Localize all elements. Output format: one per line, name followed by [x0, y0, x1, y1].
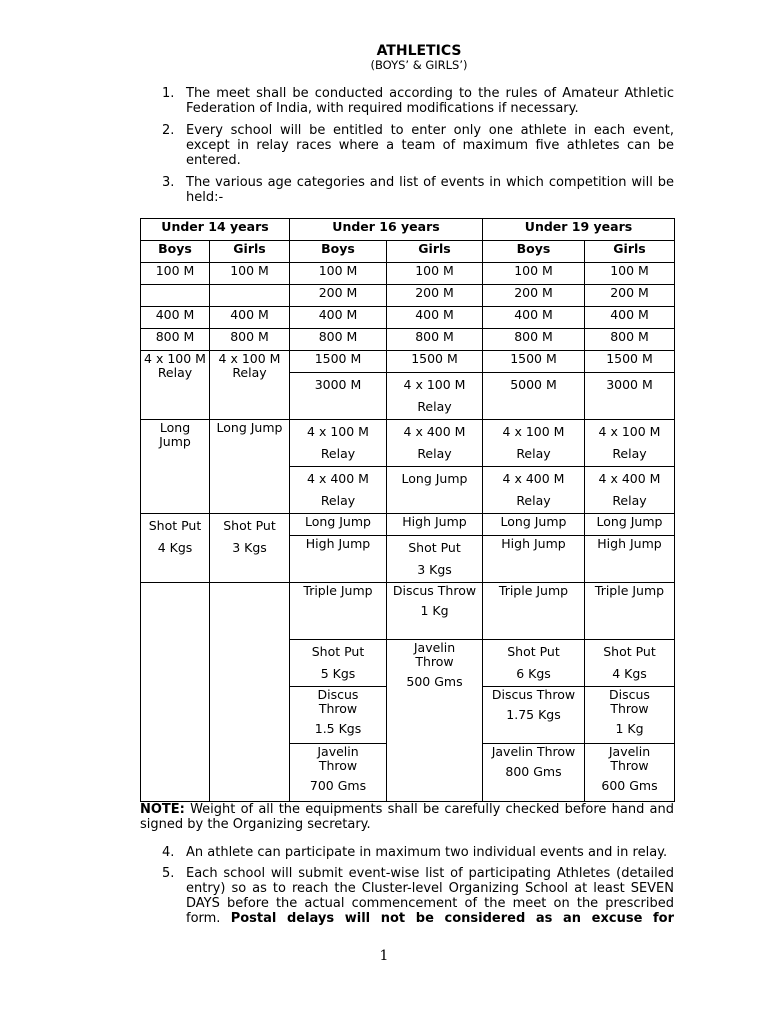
- table-cell: High Jump: [290, 536, 387, 583]
- rule-number: 5.: [162, 866, 175, 881]
- event-name: 4 x 400 M: [502, 471, 565, 486]
- note-text: Weight of all the equipments shall be carefully checked before hand and signed by the Organizing secretary.: [140, 802, 674, 832]
- table-cell: 200 M: [387, 285, 483, 307]
- age-group-header-row: [141, 219, 675, 241]
- table-cell: [290, 744, 387, 802]
- rule-number: 3.: [162, 175, 175, 190]
- table-cell: 100 M: [387, 263, 483, 285]
- table-cell: Long Jump: [387, 467, 483, 514]
- age-group-header: Under 14 years: [141, 219, 290, 241]
- gender-header: Girls: [387, 241, 483, 263]
- event-name: Discus Throw: [491, 687, 576, 702]
- table-cell: Long Jump: [210, 420, 290, 514]
- table-cell: 1500 M: [387, 351, 483, 373]
- gender-header: Boys: [141, 241, 210, 263]
- table-cell: [387, 536, 483, 583]
- note-paragraph: [140, 802, 674, 832]
- event-name: Javelin Throw: [413, 640, 456, 669]
- event-detail: Relay: [417, 399, 452, 414]
- table-cell: Long Jump: [585, 514, 675, 536]
- table-cell: [387, 640, 483, 802]
- event-detail: Relay: [320, 446, 356, 461]
- rule-number: 4.: [162, 845, 175, 860]
- table-cell: 800 M: [290, 329, 387, 351]
- table-cell: 200 M: [483, 285, 585, 307]
- table-cell: 400 M: [483, 307, 585, 329]
- event-name: Shot Put: [148, 518, 202, 533]
- rule-text: An athlete can participate in maximum two individual events and in relay.: [186, 845, 668, 860]
- events-table: [140, 218, 675, 802]
- event-name: 4 x 100 M: [502, 424, 565, 439]
- event-name: Javelin Throw: [317, 744, 359, 773]
- table-cell: 400 M: [141, 307, 210, 329]
- event-detail: 1 Kg: [615, 721, 644, 736]
- event-detail: 4 Kgs: [612, 666, 647, 681]
- table-cell: High Jump: [483, 536, 585, 583]
- table-row: [141, 583, 675, 640]
- rule-item-1: [162, 86, 674, 116]
- event-name: Javelin Throw: [608, 744, 651, 773]
- table-row: [141, 420, 675, 467]
- table-cell: 1500 M: [585, 351, 675, 373]
- table-cell: [483, 687, 585, 744]
- table-cell: 400 M: [585, 307, 675, 329]
- event-detail: 1.75 Kgs: [506, 707, 561, 722]
- rule-text: Every school will be entitled to enter only one athlete in each event, except in relay races where a team of maximum five athletes can be entered.: [186, 123, 674, 168]
- gender-header: Boys: [483, 241, 585, 263]
- event-name: 4 x 100 M: [598, 424, 661, 439]
- event-detail: Relay: [320, 493, 356, 508]
- table-row: [141, 307, 675, 329]
- event-detail: Relay: [612, 446, 647, 461]
- event-detail: Relay: [516, 446, 551, 461]
- table-cell: [141, 514, 210, 583]
- event-detail: 6 Kgs: [516, 666, 551, 681]
- table-cell: 1500 M: [290, 351, 387, 373]
- table-cell: [210, 285, 290, 307]
- table-cell: 400 M: [290, 307, 387, 329]
- rule-text: The various age categories and list of events in which competition will be held:-: [186, 175, 674, 205]
- table-cell: 200 M: [290, 285, 387, 307]
- table-cell: [141, 285, 210, 307]
- table-cell: 100 M: [141, 263, 210, 285]
- table-row: [141, 351, 675, 373]
- table-cell: [210, 514, 290, 583]
- age-group-header: Under 16 years: [290, 219, 483, 241]
- rule-item-3: [162, 175, 674, 205]
- event-name: Shot Put: [408, 540, 461, 555]
- table-cell: Long Jump: [290, 514, 387, 536]
- event-detail: 3 Kgs: [232, 540, 267, 555]
- rule-item-2: [162, 123, 674, 168]
- rule-item-5: [162, 866, 674, 926]
- table-cell: 200 M: [585, 285, 675, 307]
- table-cell: 4 x 100 M Relay: [141, 351, 210, 420]
- gender-header: Girls: [585, 241, 675, 263]
- table-cell: High Jump: [585, 536, 675, 583]
- table-cell: 100 M: [210, 263, 290, 285]
- event-name: Discus Throw: [609, 687, 650, 716]
- table-cell: 100 M: [585, 263, 675, 285]
- table-cell: 4 x 100 M Relay: [210, 351, 290, 420]
- event-detail: 4 Kgs: [157, 540, 193, 555]
- event-detail: Relay: [612, 493, 647, 508]
- table-cell: Triple Jump: [290, 583, 387, 640]
- gender-header: Boys: [290, 241, 387, 263]
- event-name: Javelin Throw: [491, 744, 576, 759]
- event-detail: 700 Gms: [309, 778, 367, 793]
- table-cell: [387, 420, 483, 467]
- table-cell: 100 M: [483, 263, 585, 285]
- document-title: ATHLETICS: [376, 43, 462, 59]
- age-group-header: Under 19 years: [483, 219, 675, 241]
- table-cell: 800 M: [483, 329, 585, 351]
- event-detail: Relay: [516, 493, 551, 508]
- table-cell: 800 M: [585, 329, 675, 351]
- table-cell: [290, 640, 387, 687]
- table-cell: [585, 744, 675, 802]
- table-cell: Long Jump: [483, 514, 585, 536]
- table-cell: 400 M: [210, 307, 290, 329]
- event-name: 4 x 100 M: [307, 424, 369, 439]
- table-cell: [290, 687, 387, 744]
- table-cell: 3000 M: [290, 373, 387, 420]
- event-detail: 600 Gms: [601, 778, 658, 793]
- gender-header-row: [141, 241, 675, 263]
- table-cell: 1500 M: [483, 351, 585, 373]
- table-cell: [387, 583, 483, 640]
- table-cell: 400 M: [387, 307, 483, 329]
- table-cell: [290, 420, 387, 467]
- rule-item-4: [162, 845, 674, 860]
- event-name: 4 x 400 M: [403, 424, 466, 439]
- table-cell: [483, 744, 585, 802]
- table-cell: High Jump: [387, 514, 483, 536]
- rule-number: 2.: [162, 123, 175, 138]
- table-row: [141, 329, 675, 351]
- rule-text-bold: Postal delays will not be considered as an excuse for: [230, 911, 675, 926]
- event-detail: 800 Gms: [505, 764, 562, 779]
- table-cell: [585, 420, 675, 467]
- table-cell: 3000 M: [585, 373, 675, 420]
- event-name: 4 x 100 M: [403, 377, 466, 392]
- table-cell: Triple Jump: [483, 583, 585, 640]
- rule-text-main: Each school will submit event-wise list of participating Athletes (detailed entry) so as to reach the Cluster-level Organizing School at least SEVEN DAYS before the actual commencement of the meet on the prescribed form.: [186, 866, 674, 926]
- event-name: Shot Put: [311, 644, 365, 659]
- document-subtitle: (BOYS’ & GIRLS’): [370, 58, 468, 72]
- event-name: Shot Put: [603, 644, 656, 659]
- event-detail: 5 Kgs: [320, 666, 356, 681]
- event-name: Shot Put: [223, 518, 276, 533]
- rule-text: The meet shall be conducted according to the rules of Amateur Athletic Federation of India, with required modifications if necessary.: [186, 86, 674, 116]
- event-name: Discus Throw: [317, 687, 359, 716]
- event-name: 4 x 400 M: [307, 471, 369, 486]
- event-detail: 1 Kg: [420, 603, 449, 618]
- table-row: [141, 285, 675, 307]
- table-cell: [585, 640, 675, 687]
- table-cell: 5000 M: [483, 373, 585, 420]
- table-cell: [387, 373, 483, 420]
- event-name: Shot Put: [507, 644, 560, 659]
- table-cell: 800 M: [141, 329, 210, 351]
- rule-text: [186, 866, 674, 926]
- event-detail: Relay: [417, 446, 452, 461]
- table-cell: [290, 467, 387, 514]
- table-cell: [483, 420, 585, 467]
- note-label: NOTE:: [140, 802, 185, 817]
- rule-number: 1.: [162, 86, 175, 101]
- table-cell: Long Jump: [141, 420, 210, 514]
- event-detail: 1.5 Kgs: [314, 721, 362, 736]
- table-cell: 800 M: [210, 329, 290, 351]
- event-detail: 500 Gms: [406, 674, 463, 689]
- table-cell: [483, 467, 585, 514]
- page-number: 1: [379, 948, 389, 964]
- event-name: 4 x 400 M: [598, 471, 661, 486]
- table-cell: 100 M: [290, 263, 387, 285]
- table-cell: [141, 583, 210, 802]
- table-cell: [585, 687, 675, 744]
- table-cell: Triple Jump: [585, 583, 675, 640]
- table-cell: [585, 467, 675, 514]
- gender-header: Girls: [210, 241, 290, 263]
- table-row: [141, 263, 675, 285]
- table-cell: 800 M: [387, 329, 483, 351]
- table-row: [141, 514, 675, 536]
- event-detail: 3 Kgs: [417, 562, 452, 577]
- table-cell: [483, 640, 585, 687]
- event-name: Discus Throw: [392, 583, 477, 598]
- table-cell: [210, 583, 290, 802]
